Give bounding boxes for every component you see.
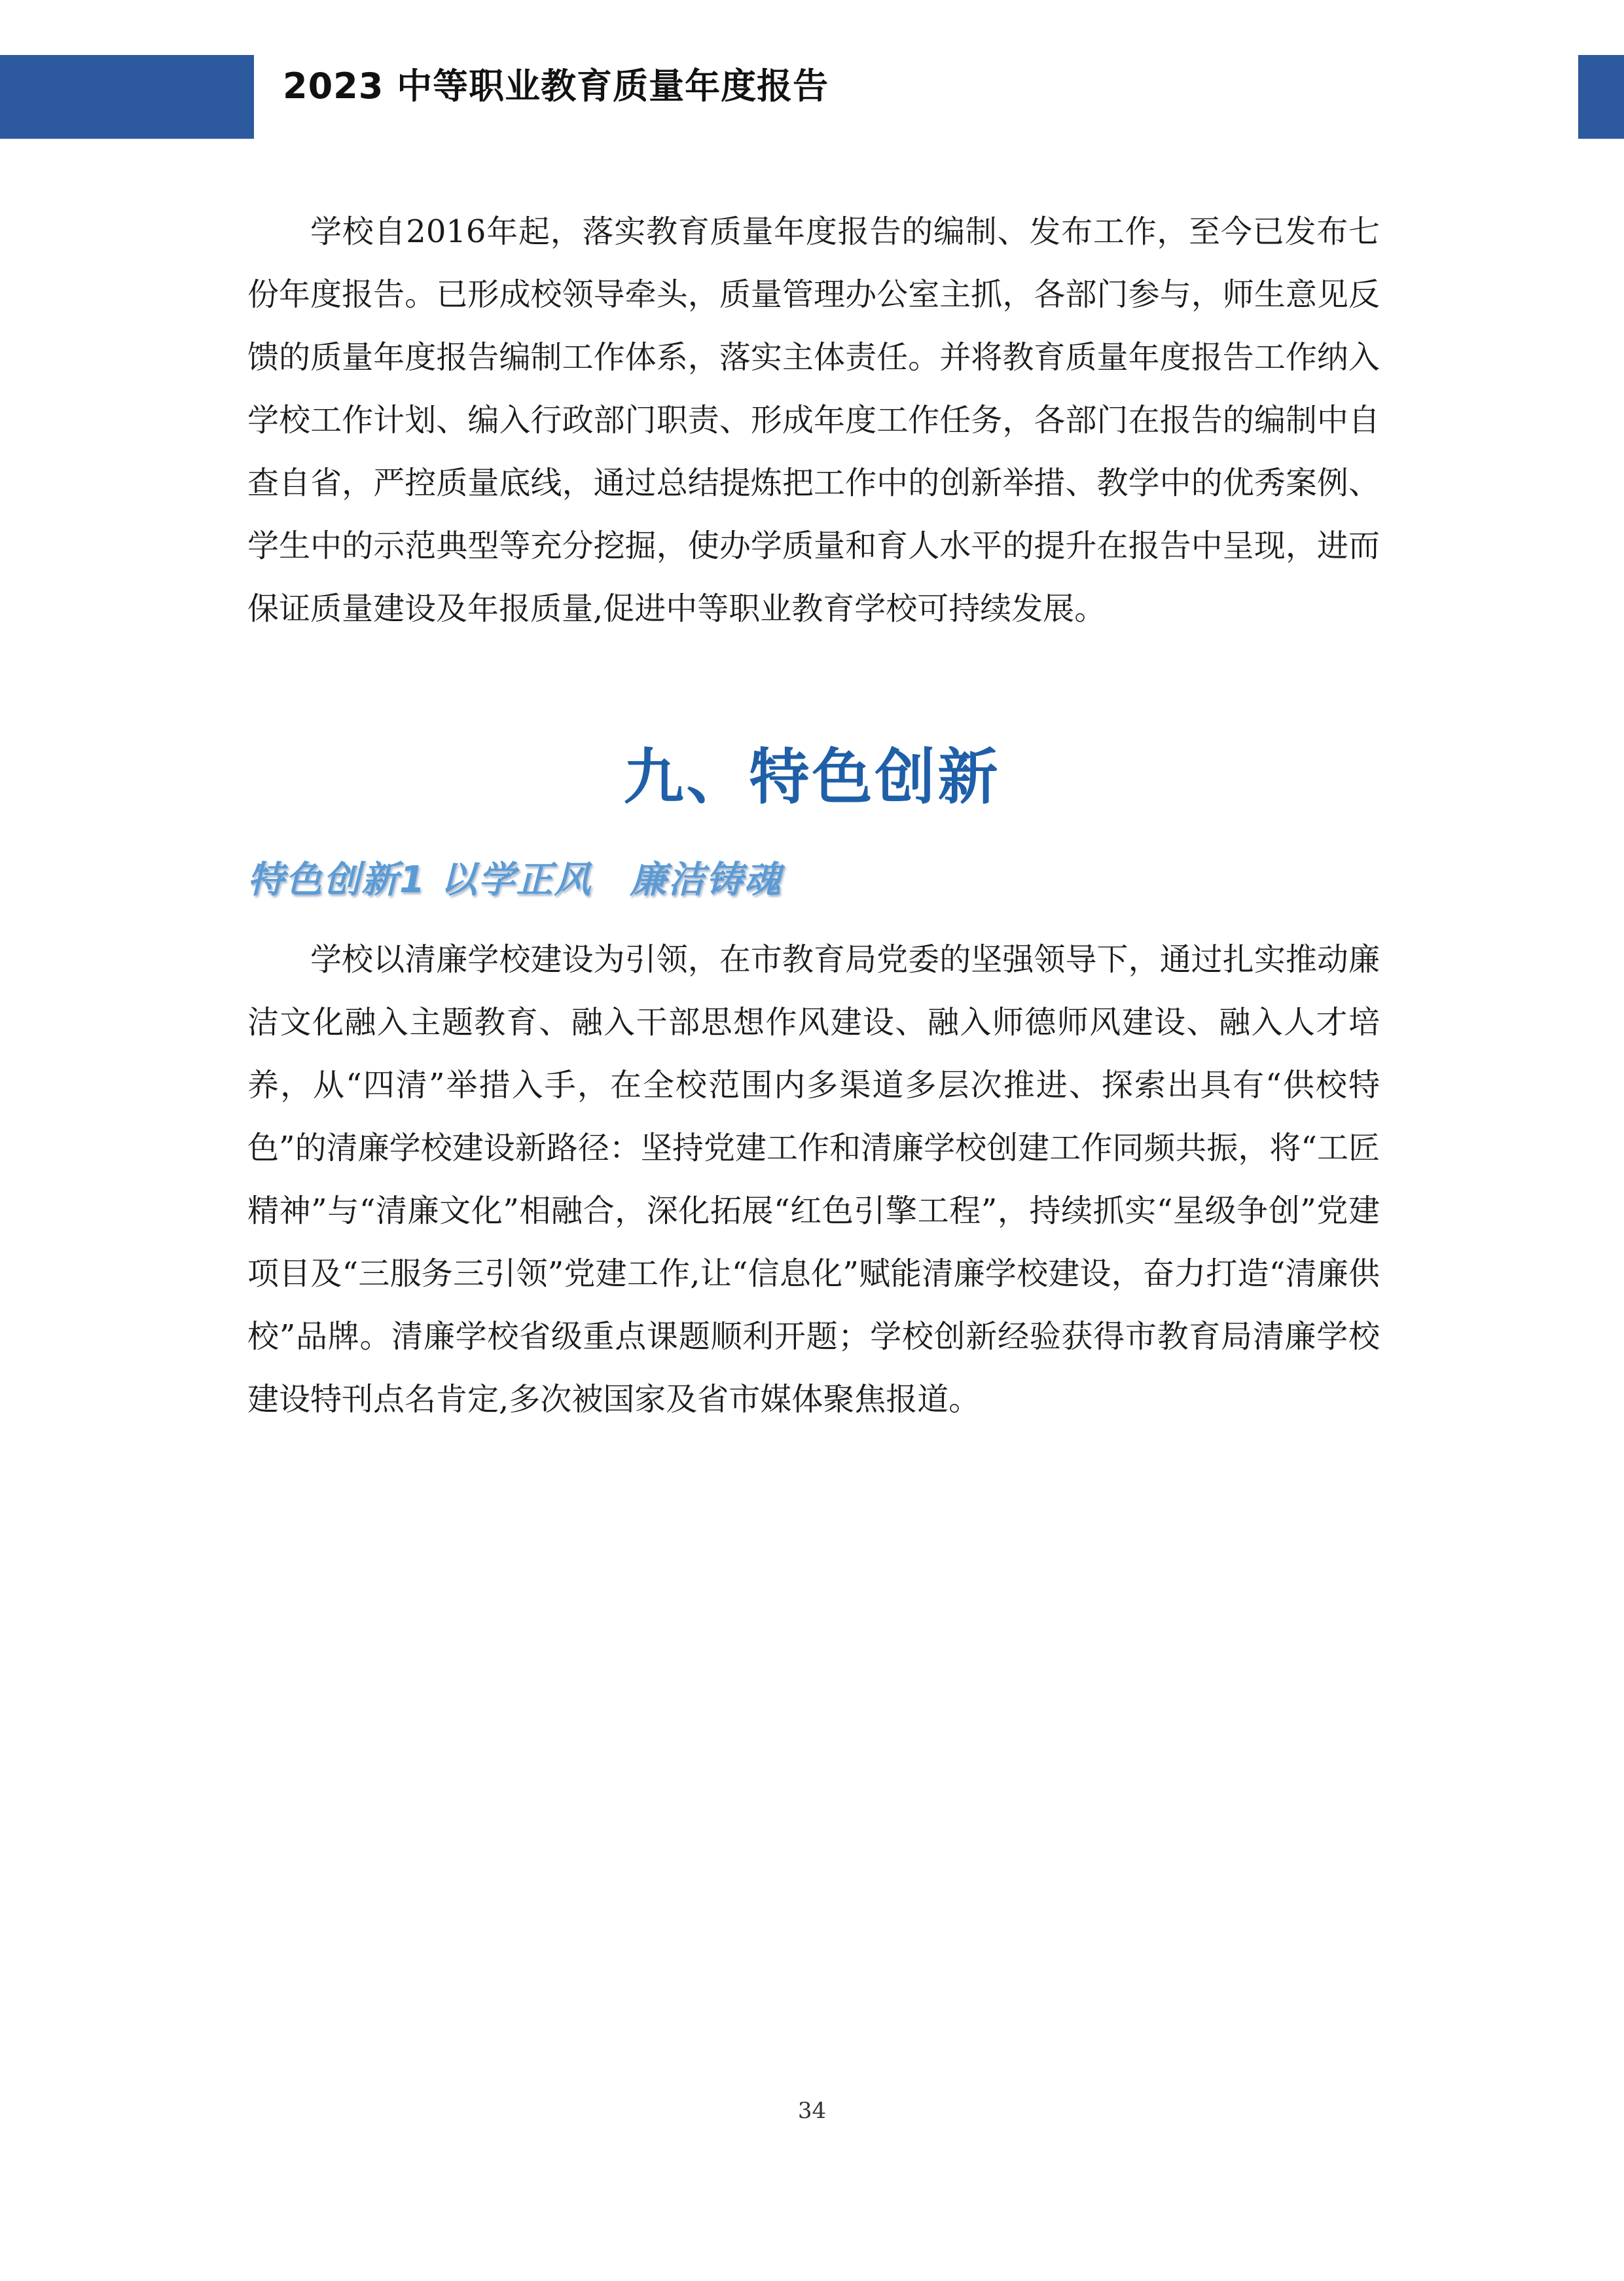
section-title: 九、特色创新 (623, 742, 1001, 812)
section-body-paragraph: 学校以清廉学校建设为引领，在市教育局党委的坚强领导下，通过扎实推动廉洁文化融入主题教育、融入干部思想作风建设、融入师德师风建设、融入人才培养，从“四清”举措入手，在全校范围内多渠道多层次推进、探索出具有“供校特色”的清廉学校建设新路径：坚持党建工作和清廉学校创建工作同频共振，将“工匠精神”与“清廉文化”相融合，深化拓展“红色引擎工程”，持续抓实“星级争创”党建项目及“三服务三引领”党建工作,让“信息化”赋能清廉学校建设，奋力打造“清廉供校”品牌。清廉学校省级重点课题顺利开题；学校创新经验获得市教育局清廉学校建设特刊点名肯定,多次被国家及省市媒体聚焦报道。 (247, 941, 1380, 1418)
header-accent-bar-left (0, 55, 254, 139)
intro-paragraph: 学校自2016年起，落实教育质量年度报告的编制、发布工作，至今已发布七份年度报告。已形成校领导牵头，质量管理办公室主抓，各部门参与，师生意见反馈的质量年度报告编制工作体系，落实主体责任。并将教育质量年度报告工作纳入学校工作计划、编入行政部门职责、形成年度工作任务，各部门在报告的编制中自查自省，严控质量底线，通过总结提炼把工作中的创新举措、教学中的优秀案例、学生中的示范典型等充分挖掘，使办学质量和育人水平的提升在报告中呈现，进而保证质量建设及年报质量,促进中等职业教育学校可持续发展。 (247, 213, 1380, 627)
report-header-title: 2023 中等职业教育质量年度报告 (283, 65, 829, 107)
subsection-title: 特色创新1 以学正风 廉洁铸魂 (247, 859, 782, 901)
page-number: 34 (797, 2098, 827, 2124)
header-accent-bar-right (1578, 55, 1624, 139)
